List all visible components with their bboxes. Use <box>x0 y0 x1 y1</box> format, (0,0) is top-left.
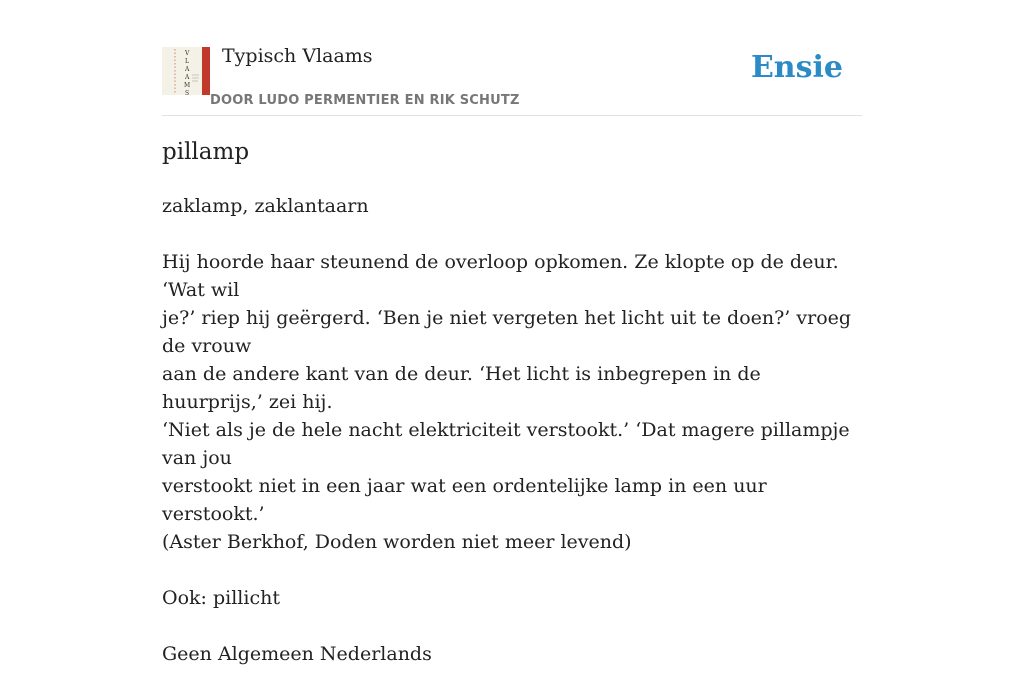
entry-body <box>162 192 862 696</box>
entry-quote <box>162 248 862 556</box>
quote-line: je?’ riep hij geërgerd. ‘Ben je niet vergeten het licht uit te doen?’ vroeg de vrouw <box>162 307 852 357</box>
logo-letter: A <box>185 66 190 73</box>
book-cover-icon[interactable] <box>162 47 210 95</box>
entry-usage-note: Geen Algemeen Nederlands <box>162 643 432 665</box>
logo-letter: V <box>185 50 190 57</box>
logo-letter: M <box>184 82 191 89</box>
logo-letter: L <box>185 58 189 65</box>
book-cover-graphic <box>162 47 210 95</box>
brand-logo-link[interactable]: Ensie <box>750 50 843 85</box>
book-spine-mark <box>202 47 210 95</box>
quote-line: ‘Niet als je de hele nacht elektriciteit verstookt.’ ‘Dat magere pillampje van jou <box>162 419 850 469</box>
entry-synonyms: zaklamp, zaklantaarn <box>162 195 369 217</box>
logo-letter: S <box>185 90 190 97</box>
page <box>162 0 862 665</box>
logo-letter: A <box>185 74 190 81</box>
quote-line: verstookt niet in een jaar wat een ordentelijke lamp in een uur verstookt.’ <box>162 475 767 525</box>
book-title[interactable]: Typisch Vlaams <box>222 45 373 67</box>
book-authors: DOOR LUDO PERMENTIER EN RIK SCHUTZ <box>210 93 520 108</box>
entry-title: pillamp <box>162 139 250 165</box>
entry-also: Ook: pillicht <box>162 587 280 609</box>
quote-line: aan de andere kant van de deur. ‘Het licht is inbegrepen in de huurprijs,’ zei hij. <box>162 363 761 413</box>
quote-source: (Aster Berkhof, Doden worden niet meer levend) <box>162 531 632 553</box>
header-divider <box>162 115 862 116</box>
quote-line: Hij hoorde haar steunend de overloop opkomen. Ze klopte op de deur. ‘Wat wil <box>162 251 839 301</box>
